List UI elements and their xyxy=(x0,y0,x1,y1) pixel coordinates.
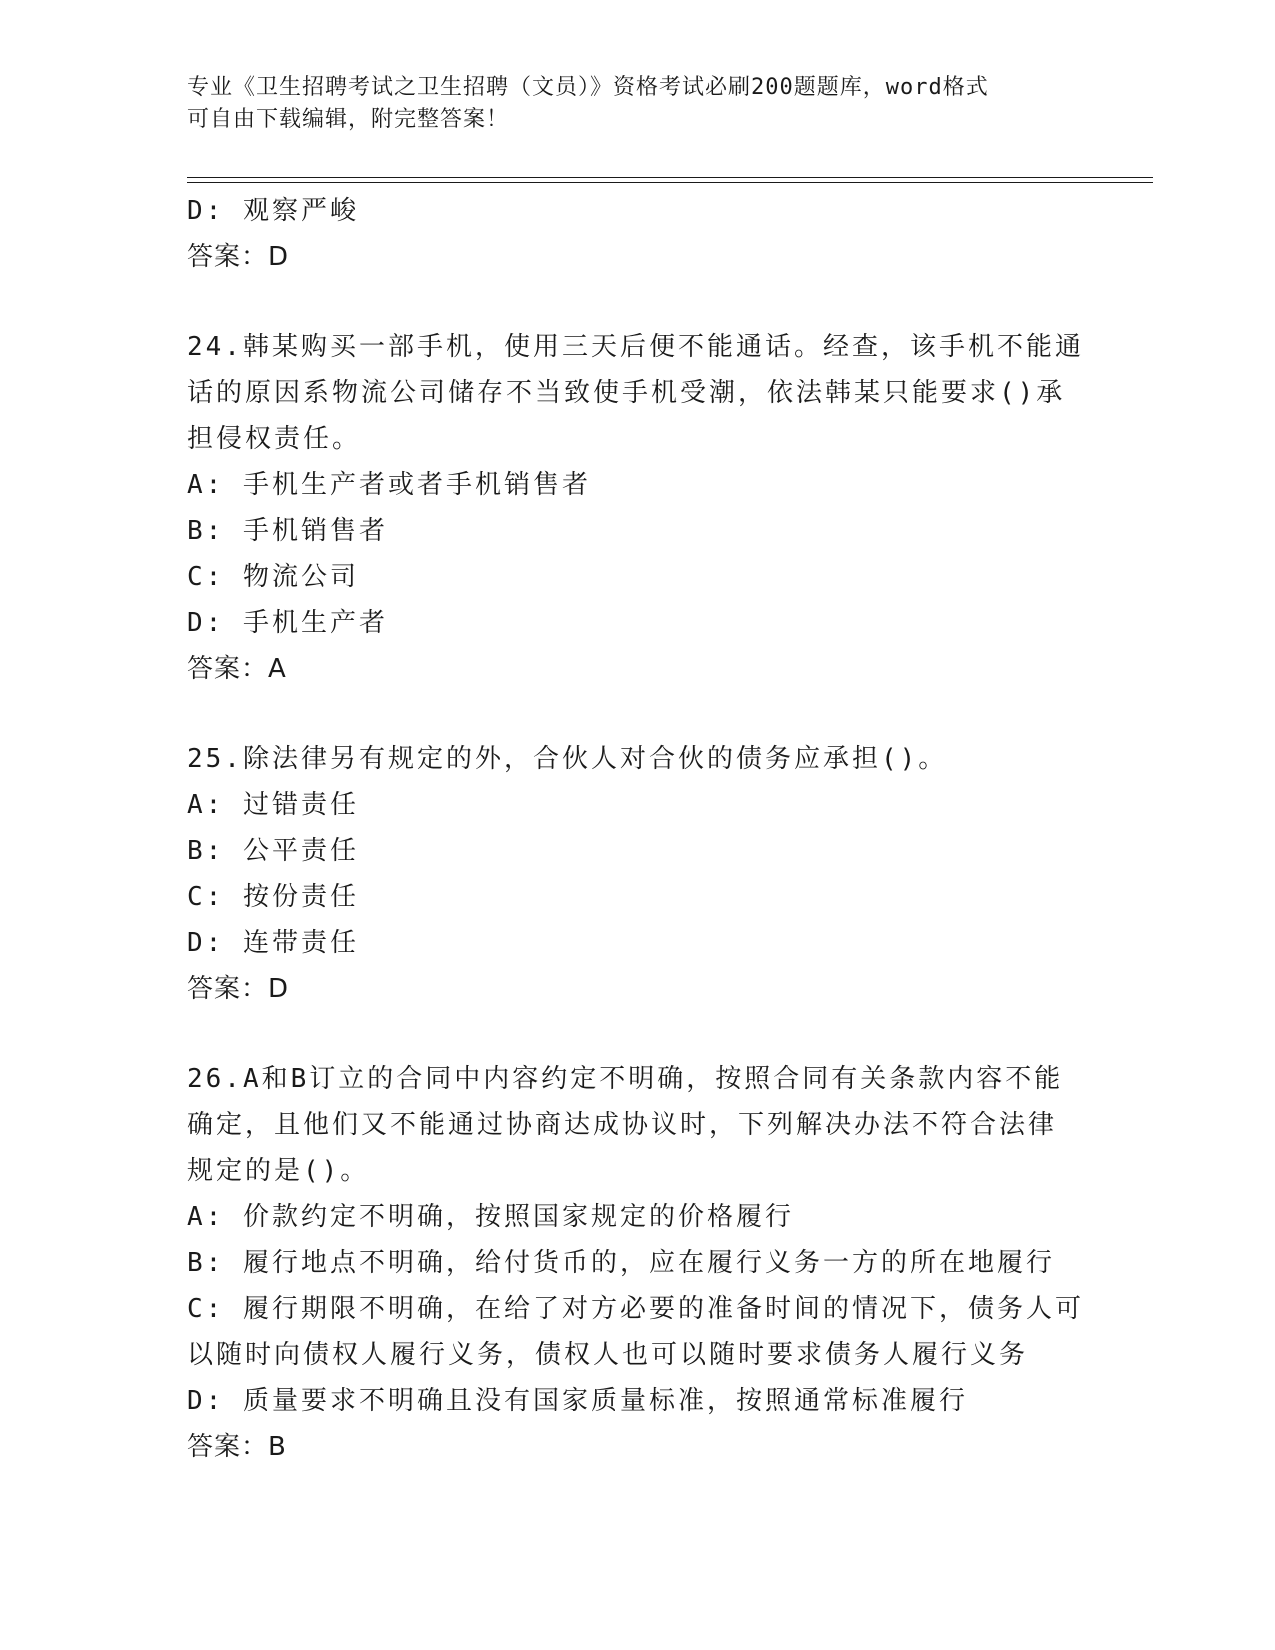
question-25 xyxy=(187,736,1077,1012)
option-b: B: 履行地点不明确，给付货币的，应在履行义务一方的所在地履行 xyxy=(187,1248,1055,1278)
question-stem-line: 24.韩某购买一部手机，使用三天后便不能通话。经查，该手机不能通 xyxy=(187,332,1084,362)
option-c: C: 按份责任 xyxy=(187,882,359,912)
question-stem-line: 担侵权责任。 xyxy=(187,424,362,454)
header-divider-bottom xyxy=(187,182,1153,183)
option-d: D: 连带责任 xyxy=(187,928,359,958)
option-d: D: 手机生产者 xyxy=(187,608,388,638)
answer-label: 答案： xyxy=(187,654,269,684)
header-line-1: 专业《卫生招聘考试之卫生招聘（文员）》资格考试必刷200题题库，word格式 xyxy=(187,75,989,100)
header-line-2: 可自由下载编辑，附完整答案！ xyxy=(187,107,510,132)
option-c-continued: 以随时向债权人履行义务，债权人也可以随时要求债务人履行义务 xyxy=(187,1340,1029,1370)
answer-label: 答案： xyxy=(187,242,269,272)
answer-value: D xyxy=(268,242,290,272)
option-d: D: 观察严峻 xyxy=(187,196,359,226)
spacer xyxy=(187,692,1077,736)
option-b: B: 手机销售者 xyxy=(187,516,388,546)
answer-label: 答案： xyxy=(187,1432,269,1462)
answer-value: D xyxy=(268,974,290,1004)
spacer xyxy=(187,1012,1077,1056)
question-stem-line: 确定，且他们又不能通过协商达成协议时，下列解决办法不符合法律 xyxy=(187,1110,1058,1140)
option-b: B: 公平责任 xyxy=(187,836,359,866)
header-divider-top xyxy=(187,177,1153,178)
option-a: A: 手机生产者或者手机销售者 xyxy=(187,470,591,500)
question-23-continuation xyxy=(187,188,1077,280)
question-26 xyxy=(187,1056,1084,1470)
answer-line xyxy=(187,966,1077,1012)
document-body xyxy=(187,188,1084,1470)
document-header xyxy=(187,72,1067,136)
answer-label: 答案： xyxy=(187,974,269,1004)
option-c: C: 履行期限不明确，在给了对方必要的准备时间的情况下，债务人可 xyxy=(187,1294,1084,1324)
question-24 xyxy=(187,324,1084,692)
question-stem-line: 话的原因系物流公司储存不当致使手机受潮，依法韩某只能要求()承 xyxy=(187,378,1066,408)
answer-line xyxy=(187,646,1077,692)
answer-value: A xyxy=(268,654,287,684)
option-c: C: 物流公司 xyxy=(187,562,359,592)
answer-line xyxy=(187,1424,1077,1470)
option-d: D: 质量要求不明确且没有国家质量标准，按照通常标准履行 xyxy=(187,1386,968,1416)
answer-value: B xyxy=(268,1432,287,1462)
option-a: A: 过错责任 xyxy=(187,790,359,820)
spacer xyxy=(187,280,1077,324)
option-a: A: 价款约定不明确，按照国家规定的价格履行 xyxy=(187,1202,794,1232)
question-stem-line: 25.除法律另有规定的外，合伙人对合伙的债务应承担()。 xyxy=(187,744,948,774)
answer-line xyxy=(187,234,1077,280)
question-stem-line: 规定的是()。 xyxy=(187,1156,370,1186)
question-stem-line: 26.A和B订立的合同中内容约定不明确，按照合同有关条款内容不能 xyxy=(187,1064,1064,1094)
